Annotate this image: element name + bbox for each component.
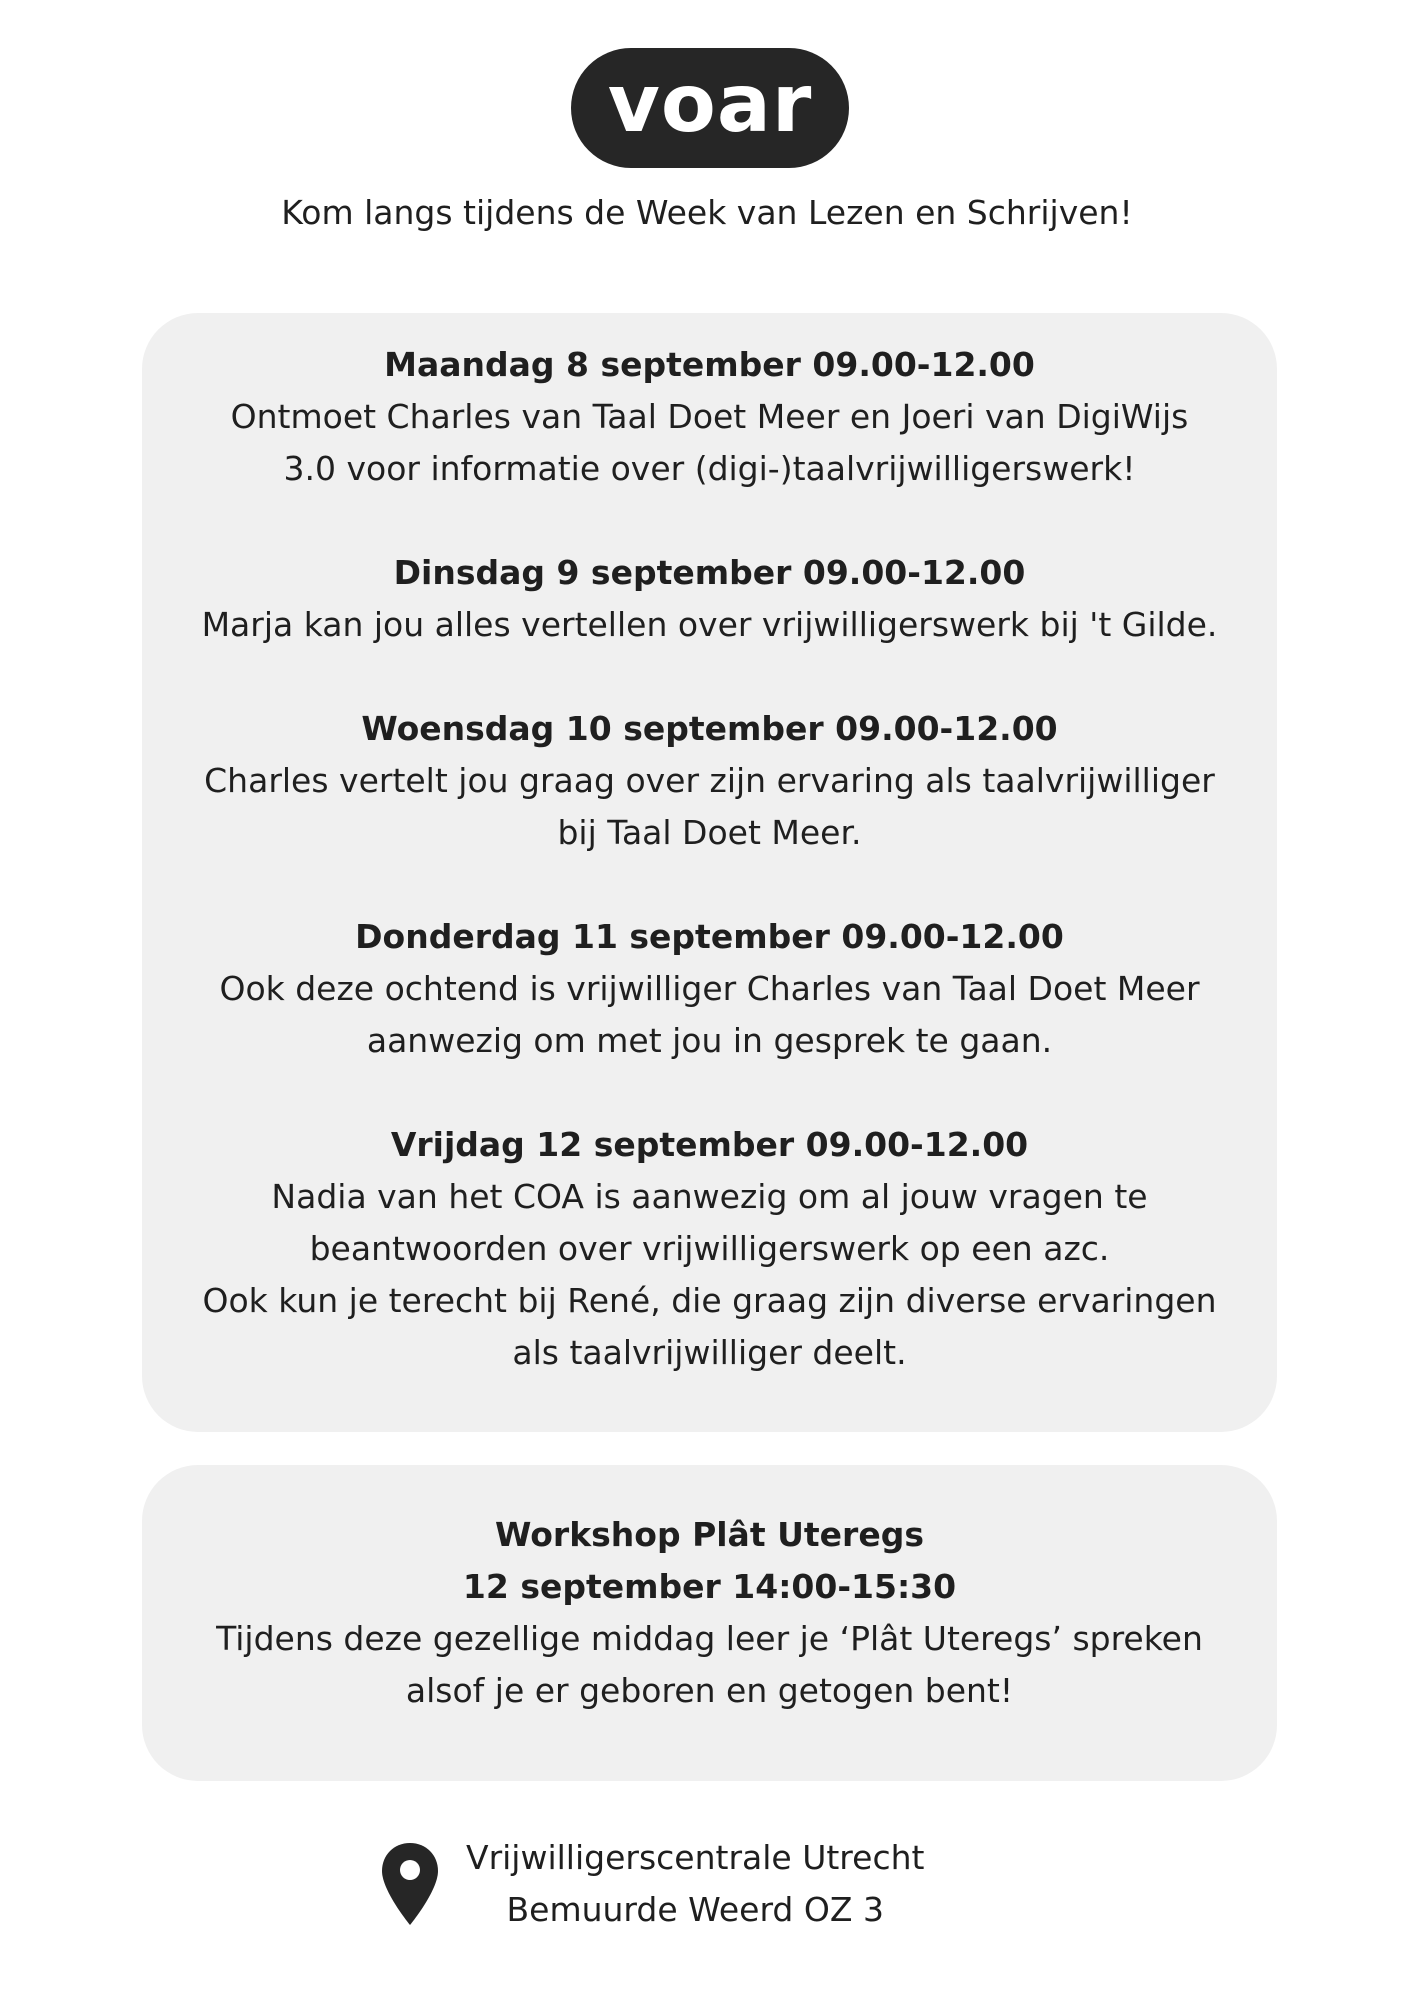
event-text: Charles vertelt jou graag over zijn ervaring als taalvrijwilliger bbox=[204, 761, 1215, 800]
location-address: Bemuurde Weerd OZ 3 bbox=[506, 1890, 884, 1929]
event-heading: Donderdag 11 september 09.00-12.00 bbox=[355, 917, 1064, 956]
voar-logo bbox=[571, 48, 849, 168]
location-text bbox=[466, 1832, 924, 1936]
workshop-text: Tijdens deze gezellige middag leer je ‘Plât Uteregs’ spreken bbox=[216, 1619, 1203, 1658]
event-friday bbox=[142, 1119, 1277, 1379]
event-heading: Maandag 8 september 09.00-12.00 bbox=[384, 345, 1035, 384]
event-heading: Dinsdag 9 september 09.00-12.00 bbox=[393, 553, 1026, 592]
event-text: Ook deze ochtend is vrijwilliger Charles van Taal Doet Meer bbox=[219, 969, 1200, 1008]
event-tuesday bbox=[142, 547, 1277, 651]
workshop-card bbox=[142, 1465, 1277, 1781]
workshop-title: Workshop Plât Uteregs bbox=[495, 1515, 924, 1554]
event-text: bij Taal Doet Meer. bbox=[557, 813, 862, 852]
logo-text: voar bbox=[607, 57, 813, 150]
map-pin-icon bbox=[380, 1841, 440, 1927]
event-text: Nadia van het COA is aanwezig om al jouw vragen te bbox=[271, 1177, 1148, 1216]
event-text: Ook kun je terecht bij René, die graag zijn diverse ervaringen bbox=[202, 1281, 1217, 1320]
event-thursday bbox=[142, 911, 1277, 1067]
event-heading: Woensdag 10 september 09.00-12.00 bbox=[361, 709, 1058, 748]
event-monday bbox=[142, 339, 1277, 495]
workshop-date: 12 september 14:00-15:30 bbox=[462, 1567, 957, 1606]
event-heading: Vrijdag 12 september 09.00-12.00 bbox=[390, 1125, 1029, 1164]
location-name: Vrijwilligerscentrale Utrecht bbox=[466, 1838, 925, 1877]
event-text: aanwezig om met jou in gesprek te gaan. bbox=[366, 1021, 1053, 1060]
event-text: Ontmoet Charles van Taal Doet Meer en Joeri van DigiWijs bbox=[230, 397, 1189, 436]
location-block bbox=[380, 1832, 924, 1936]
event-wednesday bbox=[142, 703, 1277, 859]
tagline: Kom langs tijdens de Week van Lezen en Schrijven! bbox=[281, 193, 1133, 232]
event-text: Marja kan jou alles vertellen over vrijwilligerswerk bij 't Gilde. bbox=[201, 605, 1218, 644]
event-text: als taalvrijwilliger deelt. bbox=[512, 1333, 907, 1372]
event-text: beantwoorden over vrijwilligerswerk op een azc. bbox=[309, 1229, 1110, 1268]
schedule-card bbox=[142, 313, 1277, 1432]
workshop-text: alsof je er geboren en getogen bent! bbox=[405, 1671, 1014, 1710]
event-text: 3.0 voor informatie over (digi-)taalvrijwilligerswerk! bbox=[283, 449, 1136, 488]
